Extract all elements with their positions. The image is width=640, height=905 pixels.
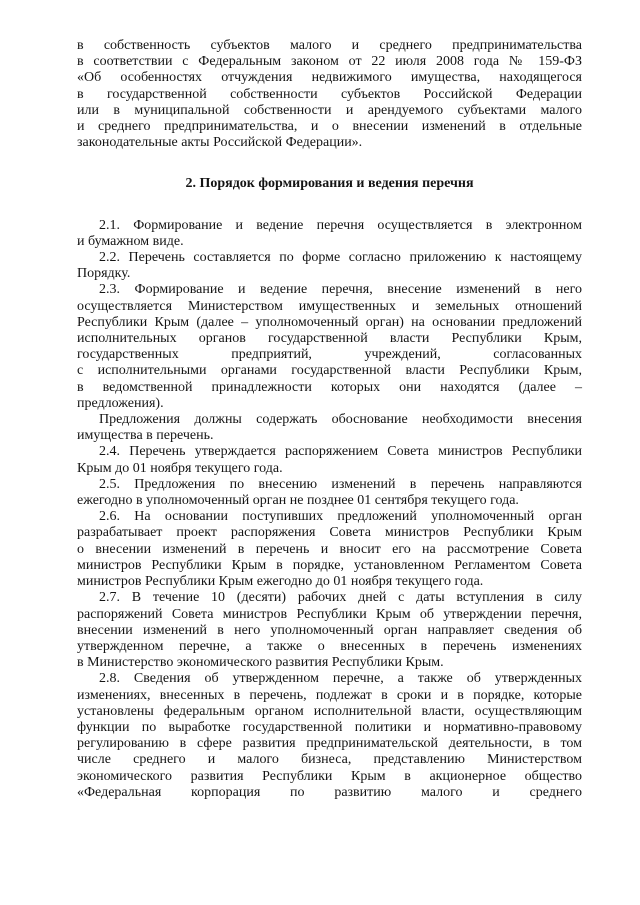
text-line: и бумажном виде. [77,233,184,249]
text-line: «Федеральная корпорация по развитию малого и среднего [77,784,582,800]
text-line: в Министерство экономического развития Республики Крым. [77,655,444,671]
text-line: в государственной собственности субъектов Российской Федерации [77,86,582,102]
text-line: о внесении изменений в перечень и вносит его на рассмотрение Совета [77,541,582,557]
paragraph [77,412,582,444]
paragraph [77,590,582,671]
paragraph [77,509,582,590]
document-page [77,38,582,801]
text-line: утвержденном перечне, а также о внесенных в перечень изменениях [77,638,582,654]
paragraph [77,477,582,509]
text-line: функции по выработке государственной политики и нормативно-правовому [77,719,582,735]
text-line: имущества в перечень. [77,428,214,444]
paragraph [77,671,582,801]
text-line: или в муниципальной собственности и арендуемого субъектами малого [77,102,582,118]
intro-paragraph [77,38,582,151]
paragraph [77,282,582,412]
text-line: министров Республики Крым в порядке, установленном Регламентом Совета [77,557,582,573]
section-heading: 2. Порядок формирования и ведения перечня [185,176,474,192]
text-line: внесении изменений в него уполномоченный орган направляет сведения об [77,622,582,638]
text-line: государственных предприятий, учреждений, согласованных [77,347,582,363]
text-line: Крым до 01 ноября текущего года. [77,460,283,476]
text-line: 2.2. Перечень составляется по форме согласно приложению к настоящему [99,250,582,266]
text-line: 2.1. Формирование и ведение перечня осуществляется в электронном [99,217,582,233]
section-body [77,218,582,801]
text-line: осуществляется Министерством имущественных и земельных отношений [77,298,582,314]
text-line: 2.5. Предложения по внесению изменений в перечень направляются [99,476,582,492]
text-line: Республики Крым (далее – уполномоченный орган) на основании предложений [77,314,582,330]
text-line: изменениях, внесенных в перечень, подлежат в сроки и в порядке, которые [77,687,582,703]
text-line: Порядку. [77,266,131,282]
text-line: министров Республики Крым ежегодно до 01 ноября текущего года. [77,574,484,590]
text-line: 2.3. Формирование и ведение перечня, внесение изменений в него [99,282,582,298]
text-line: разрабатывает проект распоряжения Совета министров Республики Крым [77,525,582,541]
text-line: исполнительных органов государственной власти Республики Крым, [77,331,582,347]
text-line: ежегодно в уполномоченный орган не позднее 01 сентября текущего года. [77,493,519,509]
text-line: экономического развития Республики Крым в акционерное общество [77,768,582,784]
paragraph [77,444,582,476]
text-line: в ведомственной принадлежности которых они находятся (далее – [77,379,582,395]
text-line: в собственность субъектов малого и среднего предпринимательства [77,38,582,53]
text-line: 2.7. В течение 10 (десяти) рабочих дней с даты вступления в силу [99,590,582,606]
text-line: установлены федеральным органом исполнительной власти, осуществляющим [77,703,582,719]
text-line: предложения). [77,395,164,411]
text-line: Предложения должны содержать обоснование необходимости внесения [99,412,582,428]
paragraph [77,218,582,250]
text-line: 2.8. Сведения об утвержденном перечне, а также об утвержденных [99,671,582,687]
text-line: законодательные акты Российской Федерации». [77,135,363,151]
paragraph [77,250,582,282]
text-line: и среднего предпринимательства, и о внесении изменений в отдельные [77,119,582,135]
text-line: «Об особенностях отчуждения недвижимого имущества, находящегося [77,70,582,86]
text-line: числе среднего и малого бизнеса, представлению Министерством [77,752,582,768]
text-line: в соответствии с Федеральным законом от 22 июля 2008 года № 159-ФЗ [77,54,582,70]
text-line: регулированию в сфере развития предпринимательской деятельности, в том [77,736,582,752]
text-line: распоряжений Совета министров Республики Крым об утверждении перечня, [77,606,582,622]
text-line: 2.4. Перечень утверждается распоряжением Совета министров Республики [99,444,582,460]
text-line: 2.6. На основании поступивших предложений уполномоченный орган [99,509,582,525]
text-line: с исполнительными органами государственной власти Республики Крым, [77,363,582,379]
